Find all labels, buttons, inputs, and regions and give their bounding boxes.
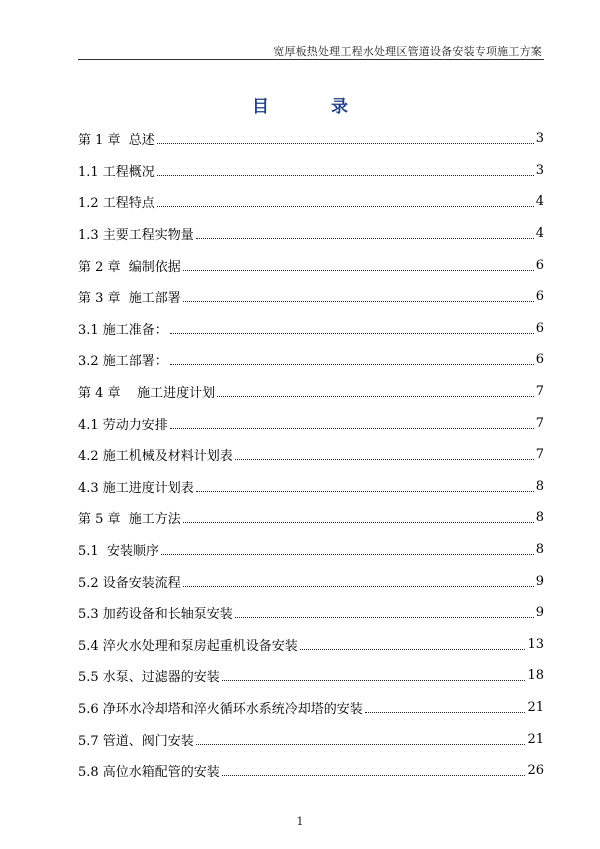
toc-entry-page: 6: [535, 257, 544, 273]
toc-entry[interactable]: [78, 407, 544, 439]
toc-entry-label: 1.1 工程概况: [78, 164, 155, 180]
toc-entry-page: 26: [527, 763, 544, 779]
toc-dot-leader: [183, 270, 534, 271]
toc-dot-leader: [300, 649, 526, 650]
toc-entry-page: 7: [535, 384, 544, 400]
toc-entry-label: 4.1 劳动力安排: [78, 417, 168, 433]
toc-entry-label: 3.2 施工部署：: [78, 354, 168, 370]
toc-entry-page: 13: [527, 636, 544, 652]
toc-entry-label: 5.8 高位水箱配管的安装: [78, 765, 220, 781]
toc-entry-page: 3: [535, 131, 544, 147]
toc-entry-label: 5.4 淬火水处理和泵房起重机设备安装: [78, 638, 298, 654]
toc-entry-label: 第 5 章 施工方法: [78, 512, 181, 528]
toc-dot-leader: [235, 459, 534, 460]
toc-entry-page: 21: [527, 699, 544, 715]
toc-entry-label: 1.2 工程特点: [78, 196, 155, 212]
toc-entry-label: 第 2 章 编制依据: [78, 259, 181, 275]
toc-dot-leader: [222, 775, 526, 776]
running-header: 宽厚板热处理工程水处理区管道设备安装专项施工方案: [273, 45, 542, 58]
toc-entry[interactable]: [78, 123, 544, 155]
toc-entry-page: 8: [535, 510, 544, 526]
toc-entry-page: 18: [527, 668, 544, 684]
toc-dot-leader: [157, 175, 534, 176]
toc-entry-label: 5.6 净环水冷却塔和淬火循环水系统冷却塔的安装: [78, 701, 363, 717]
toc-entry-page: 7: [535, 415, 544, 431]
toc-entry[interactable]: [78, 565, 544, 597]
page-number: 1: [296, 815, 304, 828]
toc-dot-leader: [170, 333, 534, 334]
toc-dot-leader: [161, 554, 534, 555]
toc-entry[interactable]: [78, 502, 544, 534]
toc-entry-label: 1.3 主要工程实物量: [78, 228, 194, 244]
toc-entry-page: 4: [535, 194, 544, 210]
header-rule: [78, 59, 544, 60]
toc-entry-page: 7: [535, 447, 544, 463]
toc-dot-leader: [235, 617, 534, 618]
toc-entry-page: 8: [535, 478, 544, 494]
toc-dot-leader: [170, 428, 534, 429]
toc-dot-leader: [157, 143, 534, 144]
toc-entry[interactable]: [78, 218, 544, 250]
toc-dot-leader: [183, 301, 534, 302]
toc-entry-page: 6: [535, 289, 544, 305]
toc-entry[interactable]: [78, 376, 544, 408]
toc-entry-label: 5.5 水泵、过滤器的安装: [78, 670, 220, 686]
toc-entry[interactable]: [78, 249, 544, 281]
toc-dot-leader: [196, 491, 534, 492]
toc-entry[interactable]: [78, 439, 544, 471]
toc-entry[interactable]: [78, 471, 544, 503]
toc-dot-leader: [196, 238, 534, 239]
toc-entry[interactable]: [78, 313, 544, 345]
toc-entry-label: 第 3 章 施工部署: [78, 291, 181, 307]
toc-dot-leader: [217, 396, 534, 397]
toc-entry[interactable]: [78, 723, 544, 755]
toc-dot-leader: [183, 586, 534, 587]
toc-entry-label: 第 4 章 施工进度计划: [78, 386, 216, 402]
table-of-contents: [78, 123, 544, 786]
toc-entry[interactable]: [78, 660, 544, 692]
toc-entry[interactable]: [78, 534, 544, 566]
toc-entry-label: 4.2 施工机械及材料计划表: [78, 449, 233, 465]
toc-dot-leader: [365, 712, 526, 713]
toc-entry-label: 5.1 安装顺序: [78, 544, 159, 560]
toc-entry[interactable]: [78, 629, 544, 661]
toc-entry[interactable]: [78, 597, 544, 629]
toc-entry[interactable]: [78, 186, 544, 218]
toc-entry[interactable]: [78, 692, 544, 724]
toc-entry-page: 9: [535, 573, 544, 589]
toc-entry-page: 9: [535, 605, 544, 621]
toc-entry-page: 4: [535, 226, 544, 242]
toc-dot-leader: [183, 522, 534, 523]
toc-entry-page: 3: [535, 162, 544, 178]
toc-dot-leader: [157, 206, 534, 207]
toc-entry[interactable]: [78, 281, 544, 313]
toc-entry-page: 8: [535, 542, 544, 558]
toc-entry[interactable]: [78, 155, 544, 187]
toc-entry-page: 21: [527, 731, 544, 747]
toc-dot-leader: [170, 364, 534, 365]
toc-entry-label: 5.2 设备安装流程: [78, 575, 181, 591]
toc-entry-page: 6: [535, 352, 544, 368]
toc-entry-label: 5.3 加药设备和长轴泵安装: [78, 607, 233, 623]
toc-entry-page: 6: [535, 320, 544, 336]
toc-title: 目 录: [252, 97, 376, 117]
toc-entry-label: 4.3 施工进度计划表: [78, 480, 194, 496]
toc-dot-leader: [222, 680, 526, 681]
toc-entry[interactable]: [78, 755, 544, 787]
toc-entry-label: 5.7 管道、阀门安装: [78, 733, 194, 749]
toc-entry[interactable]: [78, 344, 544, 376]
toc-entry-label: 第 1 章 总述: [78, 133, 155, 149]
toc-entry-label: 3.1 施工准备：: [78, 322, 168, 338]
toc-dot-leader: [196, 744, 526, 745]
